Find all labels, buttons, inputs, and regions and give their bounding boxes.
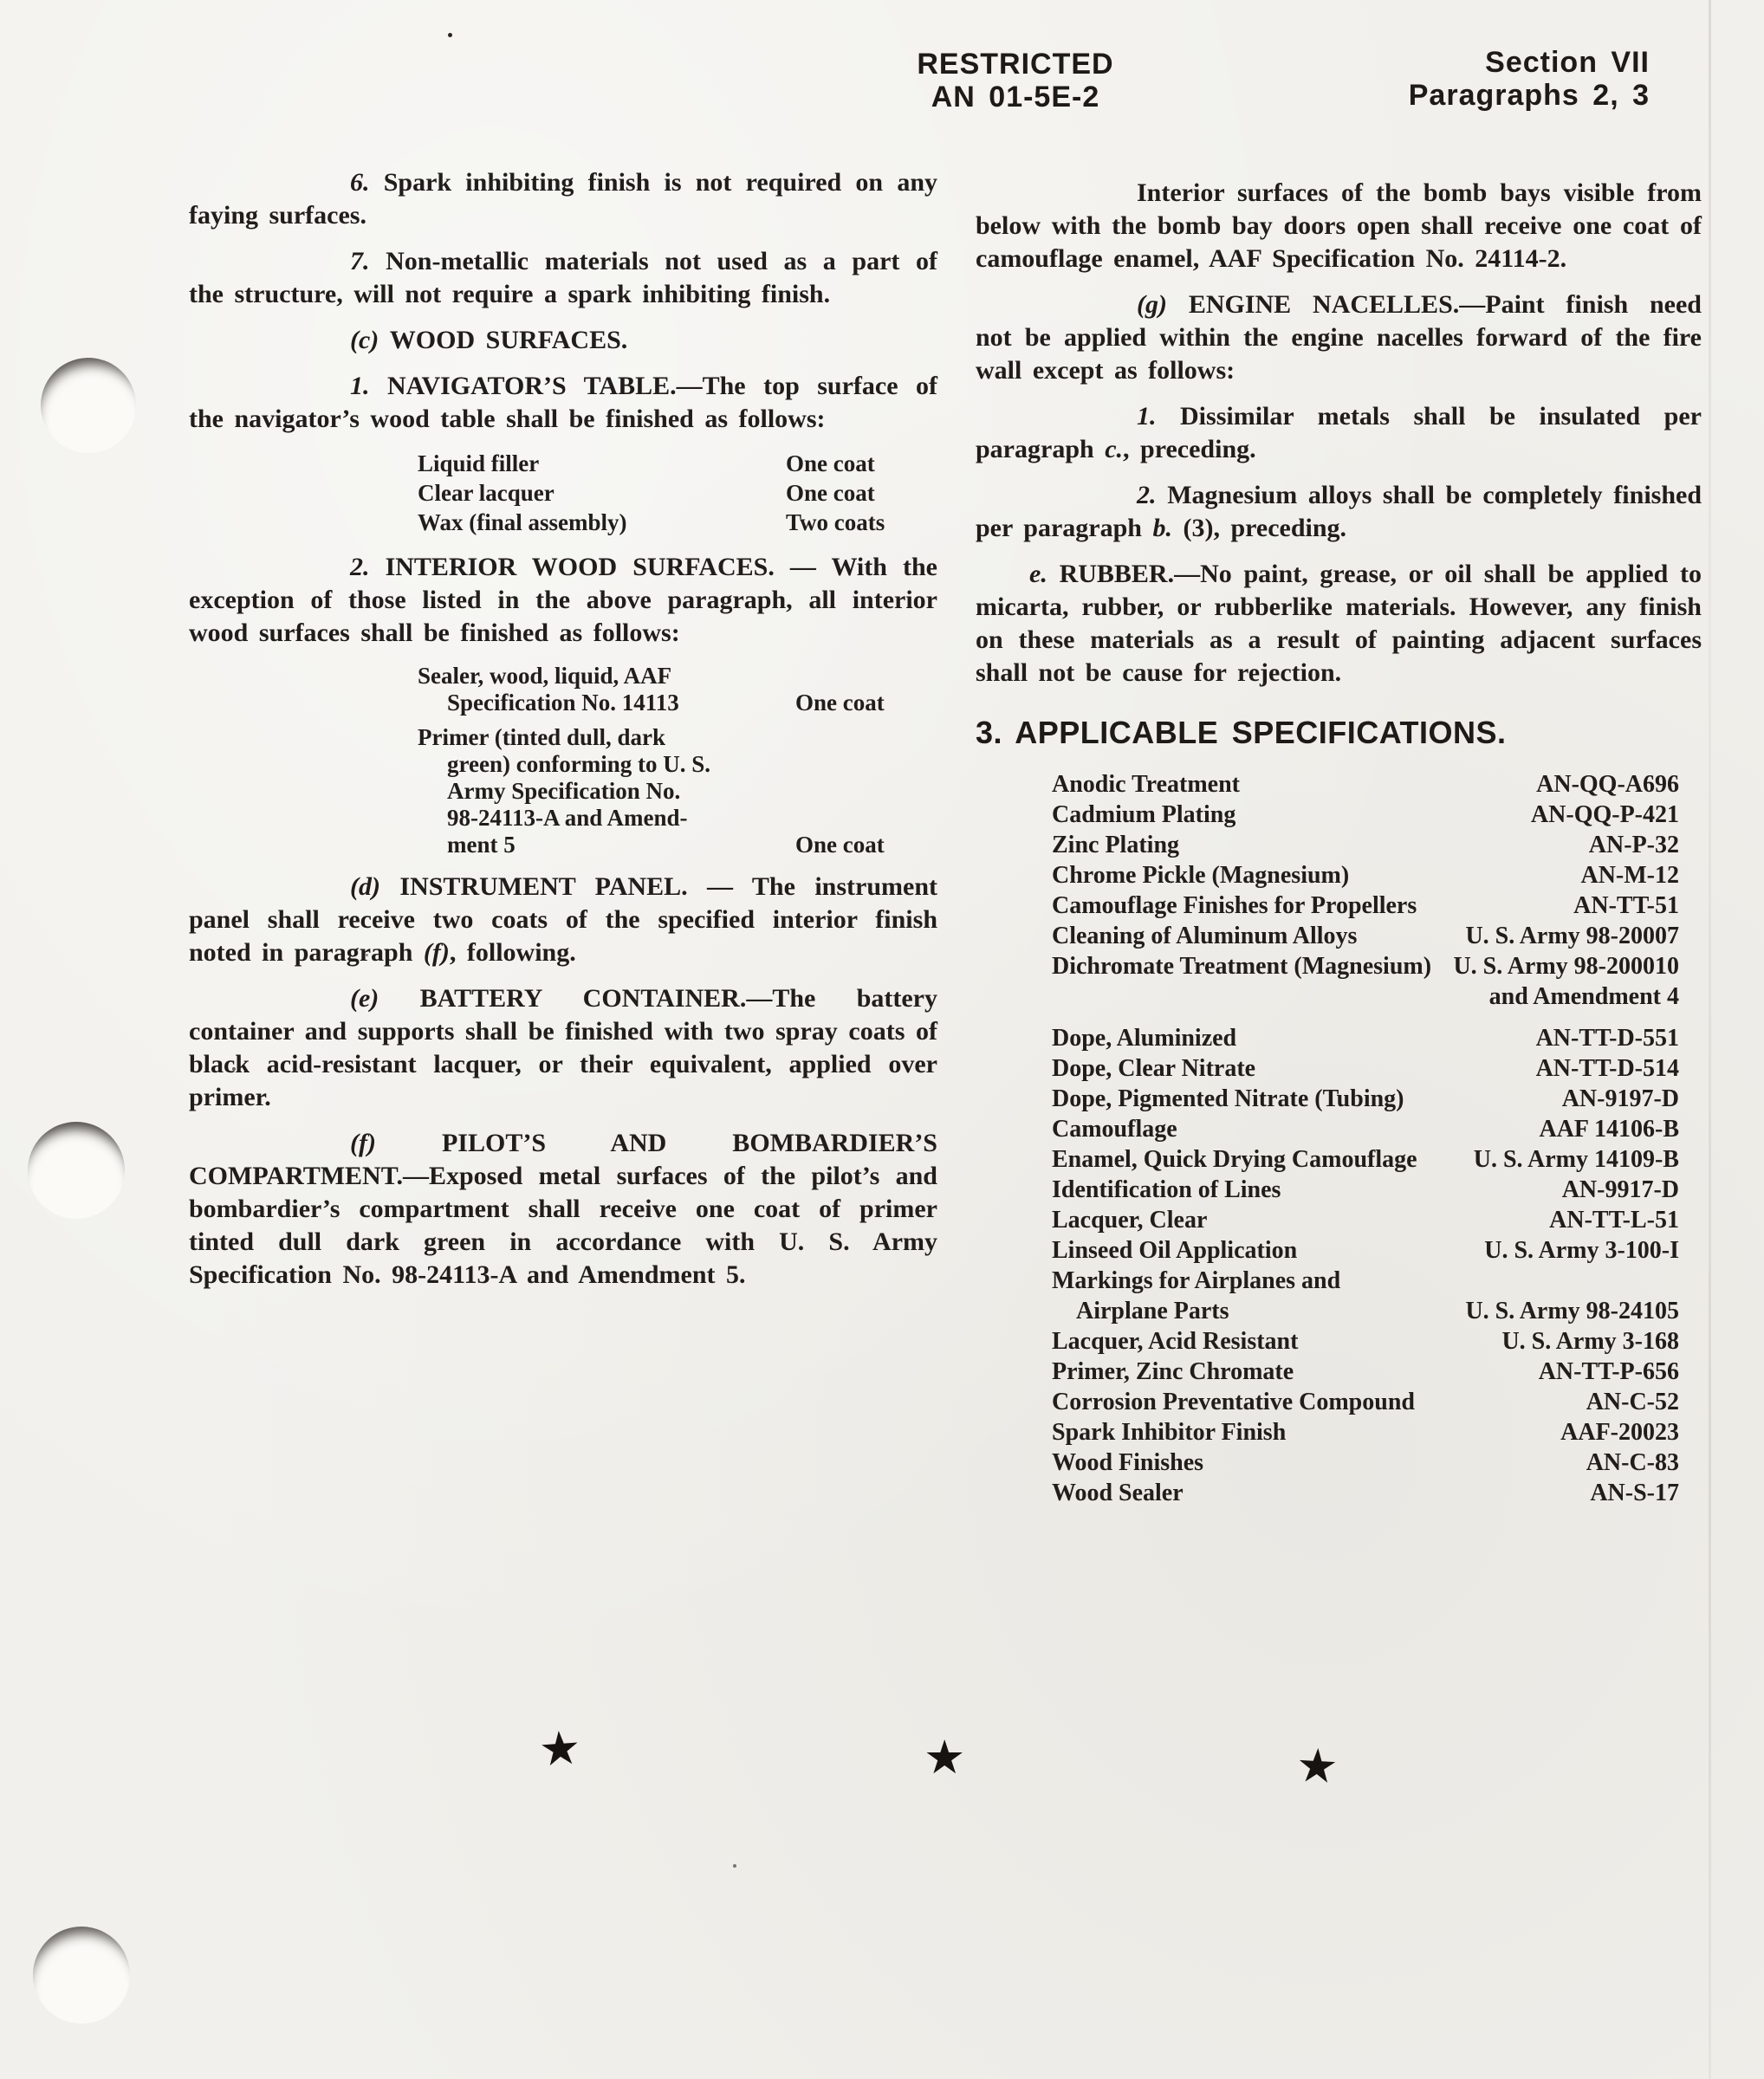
- spec-coats: One coat: [795, 690, 885, 716]
- spec-table-row: [1052, 1478, 1679, 1508]
- paragraph: [189, 245, 937, 311]
- text-segment: (c): [350, 326, 390, 354]
- spec-name: [1052, 1357, 1294, 1387]
- paragraph: [189, 370, 937, 436]
- header-section: [1409, 46, 1650, 112]
- spec-name-line: Enamel, Quick Drying Camouflage: [1052, 1146, 1417, 1173]
- paragraph: [976, 479, 1702, 545]
- paragraph: [189, 551, 937, 650]
- spec-item-line: Specification No. 14113: [447, 690, 679, 716]
- paragraph: [189, 871, 937, 969]
- punch-hole: [30, 347, 146, 463]
- spec-number-line: AN-M-12: [1580, 862, 1679, 889]
- spec-item-line: Army Specification No.: [447, 778, 681, 804]
- spec-name: [1052, 830, 1179, 860]
- section-label: Section VII: [1485, 46, 1650, 79]
- spec-table-row: [1052, 1266, 1679, 1326]
- spec-table-row: [1052, 891, 1679, 921]
- text-segment: INSTRUMENT PANEL. — The instrument panel shall receive two coats of the specified interior finish noted in paragraph: [189, 872, 937, 967]
- spec-row: [418, 724, 937, 858]
- text-segment: (f): [423, 938, 450, 967]
- spec-number: [1590, 1478, 1679, 1508]
- coats-row: [418, 508, 937, 537]
- spec-number-line: U. S. Army 14109-B: [1473, 1146, 1679, 1173]
- text-segment: Non-metallic materials not used as a part of the structure, will not require a spark inhibiting finish.: [189, 247, 938, 308]
- spec-number-line: AN-QQ-A696: [1536, 771, 1679, 798]
- spec-table-row: [1052, 1448, 1679, 1478]
- text-segment: 2.: [350, 553, 386, 581]
- spec-table-row: [1052, 1326, 1679, 1357]
- coats-row: [418, 478, 937, 508]
- star-icon: ★: [536, 1720, 583, 1778]
- spec-name-line: Airplane Parts: [1076, 1298, 1229, 1324]
- spec-table-row: [1052, 921, 1679, 951]
- spec-table-row: [1052, 1205, 1679, 1235]
- spec-table-row: [1052, 1387, 1679, 1417]
- spec-row: [418, 663, 937, 716]
- spec-table-row: [1052, 830, 1679, 860]
- spec-number-line: AN-P-32: [1588, 832, 1679, 858]
- spec-number-line: U. S. Army 98-200010: [1453, 953, 1679, 980]
- coats-item: Clear lacquer: [418, 480, 554, 506]
- spec-name-line: Anodic Treatment: [1052, 771, 1240, 798]
- spec-name: [1052, 1387, 1415, 1417]
- text-segment: ENGINE NACELLES.—Paint finish need not be applied within the engine nacelles forward of the fire wall except as follows:: [976, 290, 1702, 385]
- paragraph: [976, 288, 1702, 387]
- spec-item: [418, 663, 795, 716]
- text-segment: Spark inhibiting finish is not required on any faying surfaces.: [189, 168, 937, 230]
- spec-name: [1052, 1417, 1286, 1448]
- spec-table-row: [1052, 1053, 1679, 1084]
- spec-item: [418, 724, 795, 858]
- spec-name: [1052, 1235, 1297, 1266]
- spec-number: [1562, 1175, 1679, 1205]
- spec-item-line: Sealer, wood, liquid, AAF: [418, 663, 672, 689]
- spec-name-line: Dope, Clear Nitrate: [1052, 1055, 1256, 1082]
- spec-table-row: [1052, 769, 1679, 800]
- spec-number: [1484, 1235, 1679, 1266]
- spec-name-line: Cadmium Plating: [1052, 801, 1236, 828]
- paragraph: [976, 558, 1702, 690]
- spec-name-line: Zinc Plating: [1052, 832, 1180, 858]
- text-segment: PILOT’S AND BOMBARDIER’S COMPARTMENT.—Exposed metal surfaces of the pilot’s and bombardier’s compartment shall receive one coat of primer tinted dull dark green in accordance with U. S. Army Specification No. 98-24113-A and Amendment 5.: [189, 1129, 937, 1289]
- spec-table-row: [1052, 1084, 1679, 1114]
- paragraph: [189, 324, 937, 357]
- paragraph: [189, 982, 937, 1114]
- text-segment: WOOD SURFACES.: [389, 326, 628, 354]
- spec-table-row: [1052, 1357, 1679, 1387]
- spec-name-line: Linseed Oil Application: [1052, 1237, 1298, 1264]
- coats-item: Wax (final assembly): [418, 509, 627, 535]
- spec-table-row: [1052, 951, 1679, 1012]
- spec-number-line: AAF 14106-B: [1539, 1116, 1679, 1143]
- spec-name: [1052, 769, 1240, 800]
- spec-number-line: AN-C-52: [1586, 1389, 1679, 1415]
- text-segment: (3), preceding.: [1183, 514, 1347, 542]
- spec-table-row: [1052, 800, 1679, 830]
- text-segment: NAVIGATOR’S TABLE.—The top surface of the navigator’s wood table shall be finished as follows:: [189, 372, 938, 433]
- spec-item-line: 98-24113-A and Amend-: [447, 805, 688, 831]
- text-segment: , following.: [449, 938, 576, 967]
- spec-number: [1536, 769, 1679, 800]
- spec-number: [1562, 1084, 1679, 1114]
- spec-name-line: Dope, Aluminized: [1052, 1025, 1237, 1052]
- star-icon: ★: [1294, 1737, 1340, 1795]
- spec-name-line: Camouflage Finishes for Propellers: [1052, 892, 1417, 919]
- spec-number-line: AN-TT-P-656: [1538, 1358, 1679, 1385]
- spec-number-line: U. S. Army 3-168: [1501, 1328, 1679, 1355]
- paragraph: [976, 400, 1702, 466]
- spec-name: [1052, 1023, 1236, 1053]
- spec-number: [1536, 1053, 1679, 1084]
- text-segment: , preceding.: [1123, 435, 1256, 463]
- text-segment: Interior surfaces of the bomb bays visible from below with the bomb bay doors open shall receive one coat of camouflage enamel, AAF Specification No. 24114-2.: [976, 178, 1702, 273]
- spec-number: [1560, 1417, 1679, 1448]
- spec-number: [1586, 1448, 1679, 1478]
- coats-count: One coat: [786, 450, 875, 476]
- spec-name-line: Dope, Pigmented Nitrate (Tubing): [1052, 1085, 1404, 1112]
- spec-number-line: AN-9917-D: [1561, 1176, 1679, 1203]
- spec-coats: One coat: [795, 832, 885, 858]
- spec-number: [1474, 1144, 1679, 1175]
- paragraphs-label: Paragraphs 2, 3: [1408, 79, 1650, 112]
- spec-number: [1573, 891, 1679, 921]
- spec-name: [1052, 1266, 1340, 1326]
- spec-name: [1052, 891, 1417, 921]
- paper-speck: [448, 33, 452, 37]
- spec-name-line: Spark Inhibitor Finish: [1052, 1419, 1287, 1446]
- spec-name-line: Lacquer, Clear: [1052, 1207, 1208, 1234]
- text-segment: 2.: [1137, 481, 1168, 509]
- spec-number-line: U. S. Army 3-100-I: [1484, 1237, 1679, 1264]
- text-segment: b.: [1152, 514, 1184, 542]
- spec-name: [1052, 1205, 1207, 1235]
- classification-label: RESTRICTED: [917, 48, 1114, 81]
- coats-count: One coat: [786, 480, 875, 506]
- coats-count: Two coats: [786, 509, 885, 535]
- spec-name-line: Camouflage: [1052, 1116, 1177, 1143]
- text-segment: (d): [350, 872, 400, 901]
- spec-number: [1549, 1205, 1679, 1235]
- spec-table-row: [1052, 1175, 1679, 1205]
- spec-name: [1052, 951, 1431, 981]
- spec-name: [1052, 800, 1235, 830]
- coats-item: Liquid filler: [418, 450, 540, 476]
- header-classification: [917, 48, 1113, 113]
- spec-number-line: U. S. Army 98-20007: [1465, 923, 1679, 949]
- spec-name-line: Markings for Airplanes and: [1052, 1267, 1341, 1294]
- spec-item-line: Primer (tinted dull, dark: [418, 724, 665, 750]
- spec-name-line: Wood Sealer: [1052, 1480, 1184, 1506]
- applicable-specs-table: [1052, 769, 1679, 1508]
- punch-hole: [28, 1122, 125, 1219]
- spec-name: [1052, 1448, 1203, 1478]
- spec-item-line: ment 5: [447, 832, 516, 858]
- spec-table-row: [1052, 860, 1679, 891]
- table-gap: [1052, 1012, 1679, 1023]
- spec-number-line: AAF-20023: [1560, 1419, 1679, 1446]
- text-segment: c.: [1105, 435, 1124, 463]
- paper-speck: [733, 1864, 736, 1868]
- text-segment: INTERIOR WOOD SURFACES. — With the exception of those listed in the above paragraph, all interior wood surfaces shall be finished as follows:: [189, 553, 938, 647]
- document-number: AN 01-5E-2: [931, 81, 1100, 113]
- spec-number-line: AN-TT-D-514: [1535, 1055, 1679, 1082]
- paragraph: [976, 177, 1702, 275]
- section-heading: 3. APPLICABLE SPECIFICATIONS.: [976, 715, 1507, 750]
- text-segment: 1.: [1137, 402, 1181, 431]
- spec-number-line: and Amendment 4: [1488, 983, 1679, 1010]
- spec-name: [1052, 1114, 1177, 1144]
- spec-number-line: AN-S-17: [1590, 1480, 1679, 1506]
- spec-table-row: [1052, 1114, 1679, 1144]
- spec-name-line: Lacquer, Acid Resistant: [1052, 1328, 1299, 1355]
- spec-name-line: Dichromate Treatment (Magnesium): [1052, 953, 1432, 980]
- right-column: [976, 177, 1702, 1508]
- spec-number-line: U. S. Army 98-24105: [1465, 1298, 1679, 1324]
- text-segment: 7.: [350, 247, 386, 275]
- spec-item-line: green) conforming to U. S.: [447, 751, 710, 777]
- left-column: [189, 166, 937, 1305]
- paragraph: [189, 1127, 937, 1292]
- page-crease: [1709, 0, 1711, 2079]
- spec-number-line: AN-QQ-P-421: [1530, 801, 1679, 828]
- text-segment: Dissimilar metals shall be insulated per paragraph: [976, 402, 1702, 463]
- spec-number-line: AN-TT-L-51: [1549, 1207, 1679, 1234]
- spec-number: [1539, 1114, 1679, 1144]
- spec-name-line: Cleaning of Aluminum Alloys: [1052, 923, 1358, 949]
- spec-name: [1052, 1144, 1417, 1175]
- spec-number: [1589, 830, 1679, 860]
- spec-name-line: Primer, Zinc Chromate: [1052, 1358, 1294, 1385]
- finish-spec-table: [418, 663, 937, 858]
- finish-coats-table: [418, 449, 937, 537]
- spec-name: [1052, 1175, 1281, 1205]
- spec-table-row: [1052, 1417, 1679, 1448]
- spec-number-line: AN-TT-D-551: [1535, 1025, 1679, 1052]
- spec-number: [1580, 860, 1679, 891]
- text-segment: (g): [1137, 290, 1189, 319]
- spec-number: [1531, 800, 1679, 830]
- spec-number: [1501, 1326, 1679, 1357]
- spec-number: [1539, 1357, 1679, 1387]
- text-segment: 6.: [350, 168, 384, 197]
- text-segment: (f): [350, 1129, 442, 1157]
- spec-number-line: AN-C-83: [1586, 1449, 1679, 1476]
- spec-number-line: AN-9197-D: [1561, 1085, 1679, 1112]
- spec-table-row: [1052, 1144, 1679, 1175]
- spec-name: [1052, 1084, 1404, 1114]
- spec-table-row: [1052, 1023, 1679, 1053]
- spec-name: [1052, 1053, 1255, 1084]
- spec-name: [1052, 1478, 1184, 1508]
- spec-name: [1052, 860, 1349, 891]
- coats-row: [418, 449, 937, 478]
- spec-name: [1052, 1326, 1298, 1357]
- spec-number-line: AN-TT-51: [1573, 892, 1679, 919]
- text-segment: BATTERY CONTAINER.—The battery container and supports shall be finished with two spray coats of black acid-resistant lacquer, or their equivalent, applied over primer.: [189, 984, 937, 1111]
- spec-name-line: Wood Finishes: [1052, 1449, 1204, 1476]
- spec-number: [1465, 921, 1679, 951]
- text-segment: RUBBER.—No paint, grease, or oil shall be applied to micarta, rubber, or rubberlike materials. However, any finish on these materials as a result of painting adjacent surfaces shall not be cause for rejection.: [976, 560, 1702, 687]
- text-segment: (e): [350, 984, 420, 1013]
- spec-number: [1586, 1387, 1679, 1417]
- text-segment: e.: [1029, 560, 1060, 588]
- spec-number: [1453, 951, 1679, 1012]
- spec-name-line: Identification of Lines: [1052, 1176, 1281, 1203]
- spec-number: [1536, 1023, 1679, 1053]
- spec-name: [1052, 921, 1357, 951]
- spec-name-line: Corrosion Preventative Compound: [1052, 1389, 1415, 1415]
- star-icon: ★: [924, 1730, 966, 1784]
- spec-table-row: [1052, 1235, 1679, 1266]
- spec-number: [1465, 1296, 1679, 1326]
- text-segment: 1.: [350, 372, 387, 400]
- spec-name-line: Chrome Pickle (Magnesium): [1052, 862, 1350, 889]
- paragraph: [189, 166, 937, 232]
- text-segment: Magnesium alloys shall be completely finished per paragraph: [976, 481, 1702, 542]
- punch-hole: [25, 1919, 138, 2031]
